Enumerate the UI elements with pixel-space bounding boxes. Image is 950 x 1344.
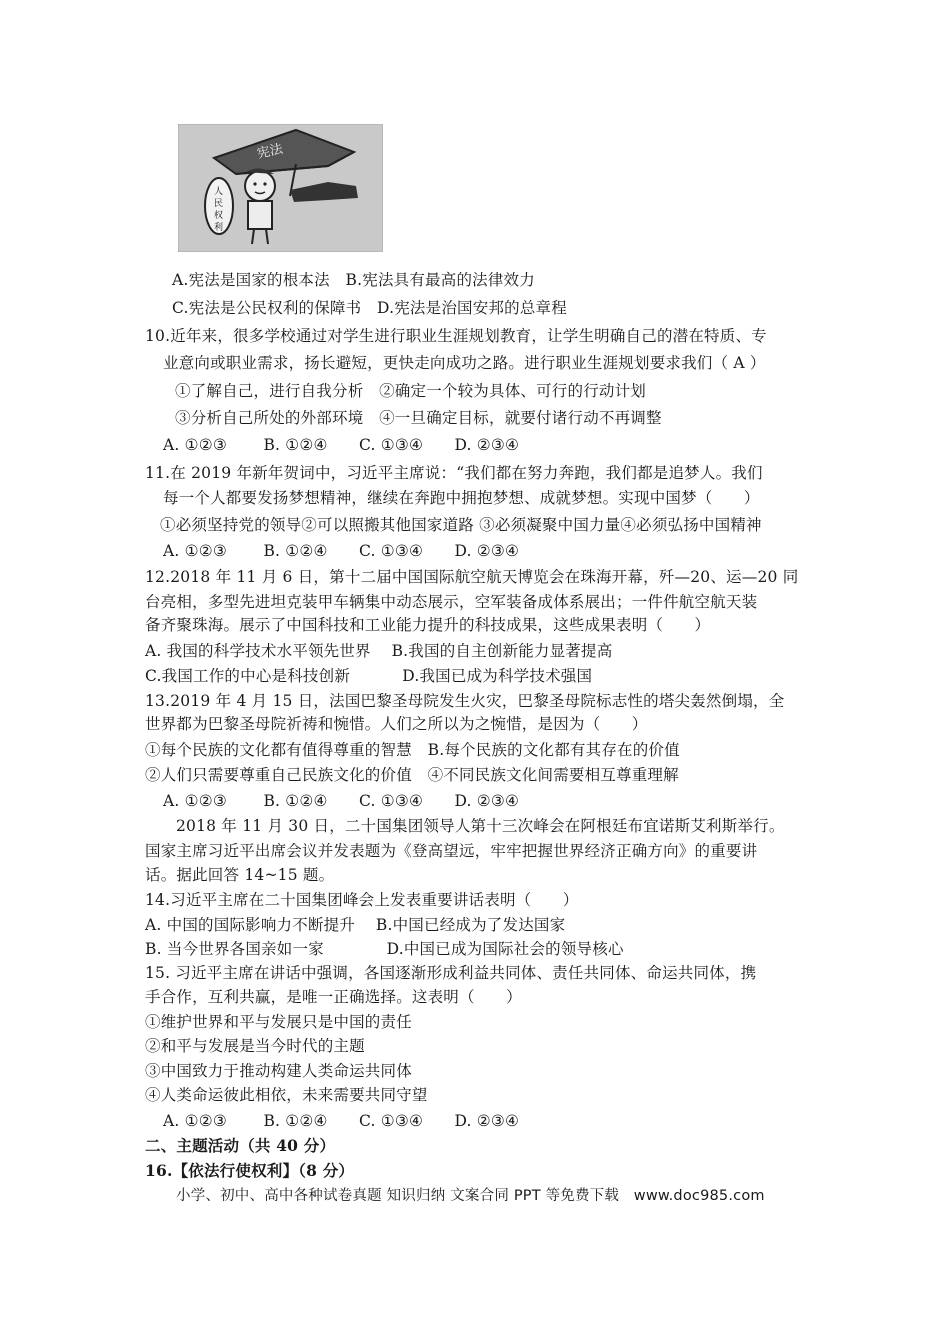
q10-item-2: ③分析自己所处的外部环境 ④一旦确定目标，就要付诸行动不再调整 [175,409,662,427]
q16-heading: 16.【依法行使权利】（8 分） [145,1161,355,1180]
q14-options-ab: A. 中国的国际影响力不断提升 B.中国已经成为了发达国家 [145,916,566,934]
svg-text:利: 利 [214,223,224,233]
q13-stem-2: 世界都为巴黎圣母院祈祷和惋惜。人们之所以为之惋惜，是因为（ ） [145,715,648,733]
section-2-heading: 二、主题活动（共 40 分） [145,1136,336,1155]
q12-stem-2: 台亮相，多型先进坦克装甲车辆集中动态展示，空军装备成体系展出；一件件航空航天装 [145,593,758,611]
q11-stem-2: 每一个人都要发扬梦想精神，继续在奔跑中拥抱梦想、成就梦想。实现中国梦（ ） [163,489,760,507]
q10-stem-1: 10.近年来，很多学校通过对学生进行职业生涯规划教育，让学生明确自己的潜在特质、专 [145,327,767,345]
passage-3: 话。据此回答 14~15 题。 [145,866,335,884]
cartoon-illustration [178,124,383,252]
q15-item-3: ③中国致力于推动构建人类命运共同体 [145,1062,412,1080]
q12-options-cd: C.我国工作的中心是科技创新 D.我国已成为科学技术强国 [145,667,593,685]
q15-item-1: ①维护世界和平与发展只是中国的责任 [145,1013,412,1031]
q11-items: ①必须坚持党的领导②可以照搬其他国家道路 ③必须凝聚中国力量④必须弘扬中国精神 [160,516,762,534]
passage-1: 2018 年 11 月 30 日，二十国集团领导人第十三次峰会在阿根廷布宜诺斯艾利斯举行。 [176,817,785,835]
q12-stem-1: 12.2018 年 11 月 6 日，第十二届中国国际航空航天博览会在珠海开幕，歼—20、运—20 同 [145,568,799,586]
q13-stem-1: 13.2019 年 4 月 15 日，法国巴黎圣母院发生火灾，巴黎圣母院标志性的塔尖轰然倒塌，全 [145,692,785,710]
q15-item-2: ②和平与发展是当今时代的主题 [145,1037,365,1055]
q13-item-1: ①每个民族的文化都有值得尊重的智慧 B.每个民族的文化都有其存在的价值 [145,741,680,759]
q10-item-1: ①了解自己，进行自我分析 ②确定一个较为具体、可行的行动计划 [175,382,647,400]
q11-stem-1: 11.在 2019 年新年贺词中，习近平主席说：“我们都在努力奔跑，我们都是追梦人。我们 [145,464,763,482]
q12-options-ab: A. 我国的科学技术水平领先世界 B.我国的自主创新能力显著提高 [145,642,613,660]
svg-text:权: 权 [214,211,224,221]
q15-stem-2: 手合作，互利共赢，是唯一正确选择。这表明（ ） [145,988,522,1006]
svg-text:人: 人 [214,187,224,197]
q14-stem: 14.习近平主席在二十国集团峰会上发表重要讲话表明（ ） [145,891,579,909]
q15-answers: A. ①②③ B. ①②④ C. ①③④ D. ②③④ [163,1112,520,1130]
q9-options-cd: C.宪法是公民权利的保障书 D.宪法是治国安邦的总章程 [172,299,567,317]
q15-stem-1: 15. 习近平主席在讲话中强调，各国逐渐形成利益共同体、责任共同体、命运共同体，携 [145,964,757,982]
passage-2: 国家主席习近平出席会议并发表题为《登高望远，牢牢把握世界经济正确方向》的重要讲 [145,842,758,860]
q13-answers: A. ①②③ B. ①②④ C. ①③④ D. ②③④ [163,792,520,810]
q15-item-4: ④人类命运彼此相依，未来需要共同守望 [145,1086,428,1104]
q13-item-2: ②人们只需要尊重自己民族文化的价值 ④不同民族文化间需要相互尊重理解 [145,766,679,784]
svg-text:民: 民 [214,199,224,209]
q14-options-cd: B. 当今世界各国亲如一家 D.中国已成为国际社会的领导核心 [145,940,624,958]
q9-options-ab: A.宪法是国家的根本法 B.宪法具有最高的法律效力 [172,271,535,289]
q12-stem-3: 备齐聚珠海。展示了中国科技和工业能力提升的科技成果，这些成果表明（ ） [145,616,711,634]
footer-ad-text: 小学、初中、高中各种试卷真题 知识归纳 文案合同 PPT 等免费下载 www.doc985.com [176,1188,765,1204]
q10-answers: A. ①②③ B. ①②④ C. ①③④ D. ②③④ [163,436,520,454]
svg-text:宪法: 宪法 [255,141,285,162]
q10-stem-2: 业意向或职业需求，扬长避短，更快走向成功之路。进行职业生涯规划要求我们（ A ） [163,354,766,372]
q11-answers: A. ①②③ B. ①②④ C. ①③④ D. ②③④ [163,542,520,560]
